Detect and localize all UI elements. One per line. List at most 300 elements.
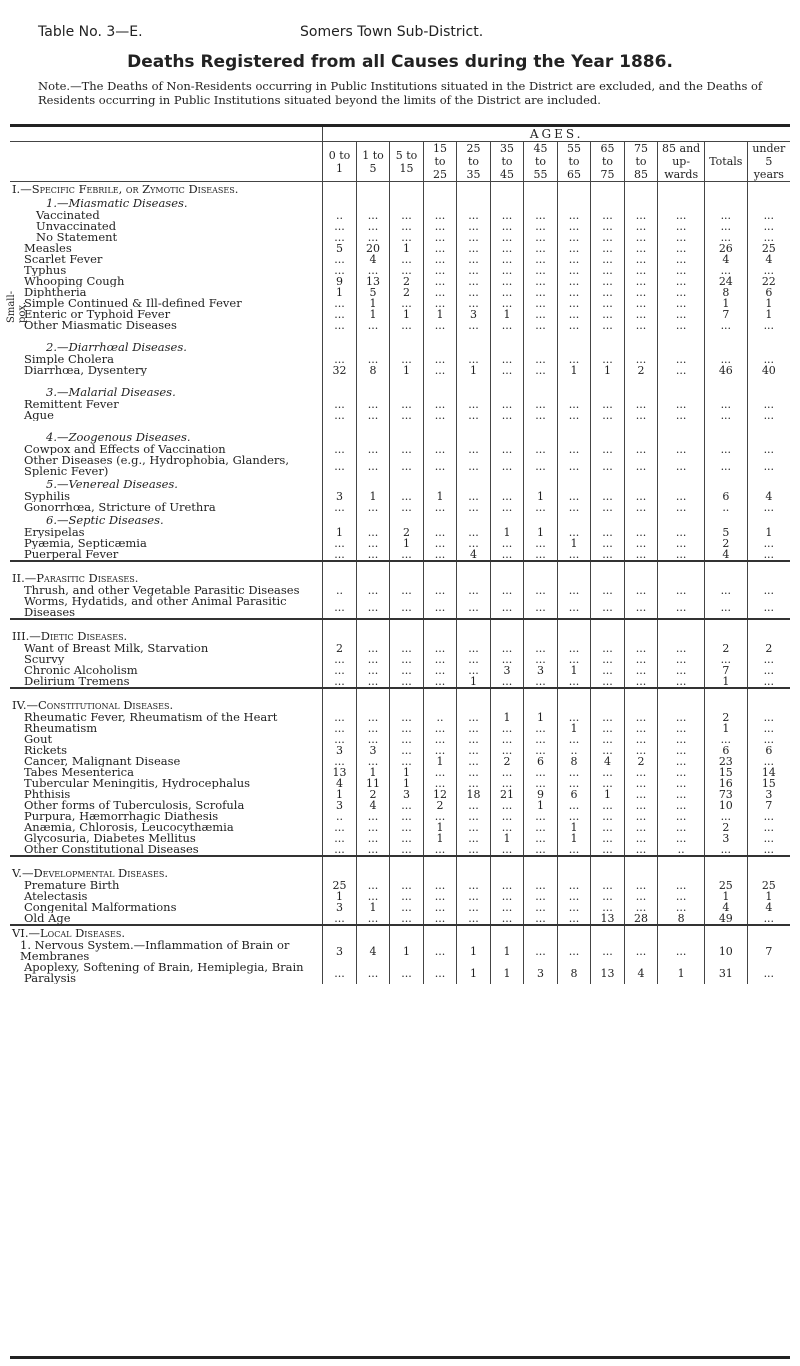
value-cell: ...	[457, 745, 491, 756]
spacer-cell	[457, 331, 491, 340]
value-cell: ...	[557, 320, 591, 331]
value-cell: 7	[705, 309, 748, 320]
value-cell: ...	[658, 891, 705, 902]
value-cell: ...	[747, 654, 790, 665]
value-cell: ...	[356, 502, 390, 513]
value-cell	[624, 182, 658, 197]
value-cell	[323, 698, 357, 712]
value-cell: ...	[423, 723, 457, 734]
section-label: 6.—Septic Diseases.	[46, 513, 164, 527]
value-cell: ...	[591, 940, 625, 962]
spacer-cell	[490, 619, 524, 629]
table-row	[10, 723, 790, 734]
header-blank-cell	[10, 126, 323, 142]
deaths-table	[10, 124, 790, 984]
value-cell: ...	[557, 891, 591, 902]
value-cell	[390, 477, 424, 491]
spacer-cell	[624, 688, 658, 698]
value-cell: ...	[524, 221, 558, 232]
age-column-header: 35 to 45	[490, 142, 524, 182]
value-cell: ...	[658, 276, 705, 287]
table-row	[10, 527, 790, 538]
spacer-row	[10, 561, 790, 571]
value-cell	[624, 629, 658, 643]
value-cell: ...	[490, 210, 524, 221]
value-cell: ...	[490, 723, 524, 734]
value-cell: ...	[457, 538, 491, 549]
value-cell: ...	[591, 585, 625, 596]
value-cell: ...	[356, 549, 390, 561]
value-cell: ...	[323, 455, 357, 477]
value-cell: 1	[705, 723, 748, 734]
value-cell: 2	[390, 287, 424, 298]
value-cell: ...	[624, 444, 658, 455]
value-cell	[390, 925, 424, 940]
spacer-cell	[624, 561, 658, 571]
value-cell: ...	[457, 734, 491, 745]
cause-label: Anæmia, Chlorosis, Leucocythæmia	[24, 822, 234, 833]
value-cell: ...	[624, 243, 658, 254]
value-cell: ...	[624, 287, 658, 298]
spacer-cell	[457, 421, 491, 430]
value-cell: ...	[524, 410, 558, 421]
value-cell: ...	[490, 800, 524, 811]
value-cell	[705, 513, 748, 527]
value-cell: ...	[591, 643, 625, 654]
value-cell: ...	[356, 712, 390, 723]
page-title: Deaths Registered from all Causes during the Year 1886.	[127, 52, 673, 72]
spacer-cell	[705, 688, 748, 698]
value-cell	[490, 340, 524, 354]
section-heading-row	[10, 698, 790, 712]
value-cell	[390, 385, 424, 399]
spacer-cell	[624, 856, 658, 866]
value-cell: ...	[390, 502, 424, 513]
value-cell	[747, 629, 790, 643]
value-cell: ...	[390, 822, 424, 833]
cause-label: Atelectasis	[24, 891, 88, 902]
value-cell: 3	[356, 745, 390, 756]
value-cell: ...	[390, 833, 424, 844]
value-cell	[658, 866, 705, 880]
spacer-cell	[524, 856, 558, 866]
value-cell: ...	[390, 399, 424, 410]
value-cell: ...	[658, 243, 705, 254]
value-cell: ...	[624, 833, 658, 844]
spacer-cell	[10, 421, 323, 430]
value-cell: ...	[356, 676, 390, 688]
value-cell: ...	[591, 265, 625, 276]
value-cell: ...	[390, 800, 424, 811]
value-cell: ...	[747, 399, 790, 410]
value-cell: ...	[524, 822, 558, 833]
value-cell: 6	[705, 745, 748, 756]
value-cell: 1	[423, 756, 457, 767]
table-row	[10, 789, 790, 800]
value-cell: ...	[591, 298, 625, 309]
cause-label: Cancer, Malignant Disease	[24, 756, 181, 767]
table-row	[10, 287, 790, 298]
value-cell	[423, 182, 457, 197]
value-cell: ...	[490, 276, 524, 287]
value-cell: ...	[390, 712, 424, 723]
value-cell: ...	[524, 596, 558, 619]
value-cell: ...	[490, 902, 524, 913]
value-cell: 1	[557, 665, 591, 676]
value-cell	[591, 182, 625, 197]
value-cell: ...	[624, 265, 658, 276]
value-cell	[705, 385, 748, 399]
value-cell	[490, 385, 524, 399]
value-cell: ...	[624, 811, 658, 822]
value-cell: ...	[658, 745, 705, 756]
value-cell	[390, 340, 424, 354]
value-cell: ...	[490, 491, 524, 502]
value-cell: ...	[624, 902, 658, 913]
spacer-cell	[658, 619, 705, 629]
cause-label: Glycosuria, Diabetes Mellitus	[24, 833, 196, 844]
value-cell: ...	[591, 254, 625, 265]
value-cell: ...	[390, 585, 424, 596]
value-cell: ...	[591, 712, 625, 723]
value-cell: ...	[490, 287, 524, 298]
value-cell: 2	[624, 756, 658, 767]
table-body	[10, 182, 790, 985]
value-cell	[356, 196, 390, 210]
value-cell: ...	[747, 538, 790, 549]
value-cell: 4	[705, 902, 748, 913]
value-cell: ...	[557, 354, 591, 365]
value-cell: ...	[423, 527, 457, 538]
value-cell: ...	[423, 444, 457, 455]
value-cell: 22	[747, 276, 790, 287]
value-cell: ...	[490, 734, 524, 745]
value-cell: ...	[323, 221, 357, 232]
value-cell: 16	[705, 778, 748, 789]
value-cell: 1	[557, 723, 591, 734]
value-cell	[423, 513, 457, 527]
value-cell: ...	[658, 596, 705, 619]
value-cell	[747, 477, 790, 491]
spacer-cell	[658, 856, 705, 866]
spacer-cell	[557, 561, 591, 571]
value-cell: ...	[457, 276, 491, 287]
value-cell: 3	[490, 665, 524, 676]
value-cell: ...	[591, 654, 625, 665]
value-cell: 8	[557, 756, 591, 767]
value-cell: ...	[591, 596, 625, 619]
spacer-cell	[524, 561, 558, 571]
value-cell: ...	[490, 654, 524, 665]
cause-label: Scurvy	[24, 654, 65, 665]
value-cell: 1	[490, 527, 524, 538]
value-cell	[747, 385, 790, 399]
value-cell: ...	[490, 811, 524, 822]
value-cell: ...	[423, 665, 457, 676]
value-cell: ...	[356, 527, 390, 538]
value-cell: ...	[524, 320, 558, 331]
value-cell	[390, 182, 424, 197]
section-label: VI.—Local Diseases.	[12, 926, 125, 940]
value-cell: ...	[747, 232, 790, 243]
value-cell: 1	[524, 712, 558, 723]
spacer-cell	[557, 856, 591, 866]
table-row	[10, 538, 790, 549]
value-cell	[356, 477, 390, 491]
value-cell: ...	[423, 585, 457, 596]
value-cell: ...	[457, 811, 491, 822]
cause-label: No Statement	[36, 232, 118, 243]
spacer-cell	[591, 619, 625, 629]
value-cell: ...	[423, 880, 457, 891]
age-column-header: 5 to 15	[390, 142, 424, 182]
value-cell: ...	[624, 276, 658, 287]
subsection-heading-row	[10, 513, 790, 527]
value-cell: 4	[356, 940, 390, 962]
value-cell: ...	[658, 410, 705, 421]
value-cell	[423, 477, 457, 491]
value-cell: ...	[524, 354, 558, 365]
value-cell: 1	[390, 778, 424, 789]
value-cell: ...	[591, 745, 625, 756]
value-cell: 1	[457, 940, 491, 962]
value-cell: 1	[323, 891, 357, 902]
value-cell: ...	[356, 811, 390, 822]
ages-heading: AGES.	[323, 126, 790, 142]
value-cell: ...	[624, 789, 658, 800]
cause-label: Purpura, Hæmorrhagic Diathesis	[24, 811, 219, 822]
value-cell	[658, 925, 705, 940]
value-cell: ...	[390, 221, 424, 232]
value-cell: ...	[356, 822, 390, 833]
value-cell: ...	[457, 712, 491, 723]
value-cell: ...	[624, 676, 658, 688]
value-cell	[323, 385, 357, 399]
value-cell	[747, 866, 790, 880]
value-cell: ...	[390, 455, 424, 477]
value-cell: ...	[390, 410, 424, 421]
spacer-cell	[490, 856, 524, 866]
value-cell: 6	[557, 789, 591, 800]
value-cell	[323, 430, 357, 444]
subsection-heading-row	[10, 385, 790, 399]
spacer-cell	[747, 688, 790, 698]
value-cell: ...	[624, 844, 658, 856]
value-cell: 3	[457, 309, 491, 320]
value-cell: ...	[557, 265, 591, 276]
value-cell: ...	[705, 734, 748, 745]
value-cell	[591, 340, 625, 354]
value-cell: ...	[658, 734, 705, 745]
value-cell: 3	[524, 962, 558, 984]
subsection-heading-row	[10, 196, 790, 210]
value-cell: 4	[705, 254, 748, 265]
value-cell: ...	[524, 811, 558, 822]
value-cell: 13	[591, 913, 625, 925]
age-column-header: under 5 years	[747, 142, 790, 182]
value-cell: ...	[390, 962, 424, 984]
value-cell: ...	[490, 320, 524, 331]
value-cell: ...	[423, 962, 457, 984]
value-cell: ...	[624, 232, 658, 243]
value-cell: ...	[747, 676, 790, 688]
value-cell	[747, 196, 790, 210]
value-cell: 3	[705, 833, 748, 844]
value-cell: ...	[423, 745, 457, 756]
value-cell: ...	[624, 723, 658, 734]
spacer-cell	[490, 376, 524, 385]
value-cell: ...	[457, 320, 491, 331]
value-cell: 6	[524, 756, 558, 767]
value-cell: ...	[591, 676, 625, 688]
value-cell	[524, 196, 558, 210]
value-cell: ...	[658, 643, 705, 654]
value-cell: ...	[624, 455, 658, 477]
value-cell: ...	[658, 676, 705, 688]
value-cell: ...	[705, 596, 748, 619]
value-cell	[323, 925, 357, 940]
value-cell: ...	[490, 676, 524, 688]
value-cell: ...	[591, 902, 625, 913]
value-cell: ...	[658, 811, 705, 822]
value-cell: 24	[705, 276, 748, 287]
value-cell: ...	[705, 444, 748, 455]
value-cell: ...	[557, 287, 591, 298]
value-cell	[658, 629, 705, 643]
age-column-header: 65 to 75	[591, 142, 625, 182]
value-cell	[423, 385, 457, 399]
value-cell	[323, 629, 357, 643]
cause-label: Gout	[24, 734, 53, 745]
value-cell: ...	[747, 756, 790, 767]
value-cell: ...	[356, 643, 390, 654]
table-row	[10, 585, 790, 596]
value-cell: ...	[658, 210, 705, 221]
value-cell: ...	[457, 596, 491, 619]
table-row	[10, 410, 790, 421]
value-cell: ...	[423, 891, 457, 902]
value-cell: 21	[490, 789, 524, 800]
value-cell: ...	[557, 455, 591, 477]
table-row	[10, 880, 790, 891]
value-cell	[423, 925, 457, 940]
value-cell: ...	[658, 455, 705, 477]
value-cell: ...	[658, 527, 705, 538]
value-cell: 25	[705, 880, 748, 891]
value-cell	[705, 430, 748, 444]
value-cell	[524, 340, 558, 354]
table-row	[10, 778, 790, 789]
value-cell	[658, 182, 705, 197]
value-cell: ...	[423, 254, 457, 265]
value-cell: 4	[356, 254, 390, 265]
value-cell: 1	[524, 800, 558, 811]
value-cell: 2	[390, 276, 424, 287]
value-cell: ...	[705, 844, 748, 856]
table-row	[10, 767, 790, 778]
value-cell: ...	[423, 265, 457, 276]
value-cell: ...	[423, 767, 457, 778]
page-header	[38, 24, 778, 44]
value-cell: ...	[747, 410, 790, 421]
cause-label: Premature Birth	[24, 880, 120, 891]
value-cell: ...	[390, 596, 424, 619]
value-cell: ...	[323, 298, 357, 309]
value-cell: ...	[457, 723, 491, 734]
value-cell	[356, 571, 390, 585]
value-cell: ...	[457, 767, 491, 778]
value-cell: 1	[323, 287, 357, 298]
value-cell	[423, 340, 457, 354]
value-cell: ...	[524, 444, 558, 455]
spacer-cell	[658, 561, 705, 571]
value-cell	[457, 196, 491, 210]
value-cell: ...	[524, 676, 558, 688]
value-cell: ...	[490, 354, 524, 365]
value-cell: ...	[390, 265, 424, 276]
value-cell: ...	[747, 320, 790, 331]
value-cell	[457, 866, 491, 880]
value-cell: ...	[423, 734, 457, 745]
value-cell	[524, 629, 558, 643]
value-cell: ...	[323, 254, 357, 265]
value-cell: ...	[323, 596, 357, 619]
value-cell: 2	[423, 800, 457, 811]
value-cell: ...	[591, 549, 625, 561]
value-cell: ...	[457, 254, 491, 265]
value-cell: ...	[658, 444, 705, 455]
value-cell	[658, 513, 705, 527]
value-cell: ...	[747, 844, 790, 856]
value-cell: ...	[490, 399, 524, 410]
value-cell	[591, 866, 625, 880]
value-cell: 1	[390, 767, 424, 778]
value-cell: 1	[557, 822, 591, 833]
section-label: 2.—Diarrhœal Diseases.	[46, 340, 187, 354]
table-row	[10, 902, 790, 913]
spacer-cell	[747, 561, 790, 571]
value-cell: ...	[390, 298, 424, 309]
value-cell	[658, 571, 705, 585]
spacer-cell	[747, 376, 790, 385]
value-cell: 11	[356, 778, 390, 789]
section-label: I.—Specific Febrile, or Zymotic Diseases.	[12, 182, 239, 196]
spacer-cell	[457, 856, 491, 866]
spacer-cell	[624, 421, 658, 430]
table-row	[10, 444, 790, 455]
spacer-cell	[10, 856, 323, 866]
value-cell	[457, 182, 491, 197]
value-cell: ...	[457, 800, 491, 811]
cause-label: Rheumatic Fever, Rheumatism of the Heart	[24, 712, 278, 723]
spacer-cell	[323, 619, 357, 629]
value-cell: ...	[524, 365, 558, 376]
value-cell	[423, 866, 457, 880]
value-cell: ...	[658, 654, 705, 665]
section-heading-row	[10, 866, 790, 880]
value-cell	[490, 571, 524, 585]
value-cell: ...	[658, 712, 705, 723]
value-cell: ...	[624, 822, 658, 833]
spacer-cell	[423, 619, 457, 629]
value-cell: 2	[390, 527, 424, 538]
table-row	[10, 833, 790, 844]
value-cell: ...	[624, 320, 658, 331]
value-cell: ...	[423, 811, 457, 822]
subsection-heading-row	[10, 477, 790, 491]
value-cell: ...	[356, 880, 390, 891]
value-cell: ...	[457, 833, 491, 844]
